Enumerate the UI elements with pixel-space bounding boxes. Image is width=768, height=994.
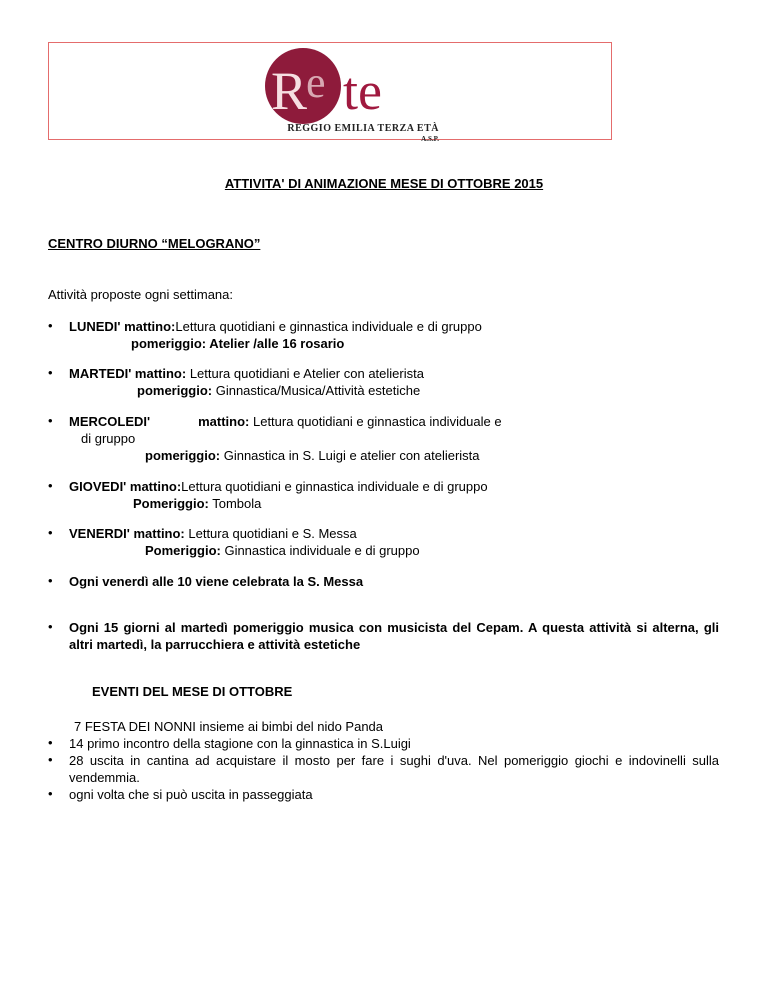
bullet-icon: • — [48, 413, 53, 428]
bullet-icon: • — [48, 752, 53, 767]
wednesday-morning-cont: di gruppo — [81, 431, 136, 446]
bullet-icon: • — [48, 318, 53, 333]
note-musica: Ogni 15 giorni al martedì pomeriggio musica con musicista del Cepam. A questa attività si alterna, gli altri martedì, la parrucchiera e attività estetiche — [69, 620, 719, 652]
thursday-day: GIOVEDI' mattino: — [69, 479, 182, 494]
logo-letters-te: te — [343, 61, 382, 121]
tuesday-day: MARTEDI' mattino: — [69, 366, 187, 381]
bullet-icon: • — [48, 365, 53, 380]
event-item: 28 uscita in cantina ad acquistare il mosto per fare i sughi d'uva. Nel pomeriggio giochi e indovinelli sulla vendemmia. — [69, 753, 719, 785]
thursday-afternoon-label: Pomeriggio: — [133, 496, 209, 511]
bullet-icon: • — [48, 619, 53, 634]
event-item: 7 FESTA DEI NONNI insieme ai bimbi del nido Panda — [74, 719, 384, 734]
event-item: 14 primo incontro della stagione con la ginnastica in S.Luigi — [69, 736, 411, 751]
wednesday-afternoon-label: pomeriggio: — [145, 448, 221, 463]
page-title: ATTIVITA' DI ANIMAZIONE MESE DI OTTOBRE 2015 — [224, 176, 544, 191]
thursday-morning: Lettura quotidiani e ginnastica individuale e di gruppo — [181, 479, 488, 494]
weekly-item-thursday — [69, 478, 488, 512]
friday-morning: Lettura quotidiani e S. Messa — [184, 526, 357, 541]
bullet-icon: • — [48, 525, 53, 540]
tuesday-morning: Lettura quotidiani e Atelier con atelierista — [186, 366, 424, 381]
rete-logo-mark — [259, 47, 439, 127]
bullet-icon: • — [48, 478, 53, 493]
friday-afternoon: Ginnastica individuale e di gruppo — [220, 543, 420, 558]
friday-afternoon-label: Pomeriggio: — [145, 543, 221, 558]
wednesday-afternoon: Ginnastica in S. Luigi e atelier con atelierista — [220, 448, 480, 463]
thursday-afternoon: Tombola — [208, 496, 262, 511]
friday-day: VENERDI' mattino: — [69, 526, 185, 541]
intro-text: Attività proposte ogni settimana: — [48, 287, 233, 302]
weekly-item-tuesday — [69, 365, 424, 399]
weekly-item-friday — [69, 525, 420, 559]
wednesday-morning-label: mattino: — [198, 414, 250, 429]
wednesday-day: MERCOLEDI' — [69, 414, 151, 429]
bullet-icon: • — [48, 573, 53, 588]
note-messa: Ogni venerdì alle 10 viene celebrata la S. Messa — [69, 574, 364, 589]
center-heading: CENTRO DIURNO “MELOGRANO” — [48, 236, 261, 251]
logo-letter-r: R — [271, 61, 308, 121]
event-item: ogni volta che si può uscita in passeggiata — [69, 787, 313, 802]
weekly-item-wednesday — [69, 413, 502, 464]
weekly-item-monday — [69, 318, 482, 352]
tuesday-afternoon-label: pomeriggio: — [137, 383, 213, 398]
wednesday-morning: Lettura quotidiani e ginnastica individuale e — [249, 414, 502, 429]
bullet-icon: • — [48, 735, 53, 750]
monday-morning: Lettura quotidiani e ginnastica individuale e di gruppo — [175, 319, 482, 334]
logo-asp: A.S.P. — [421, 135, 439, 143]
logo-subtitle: REGGIO EMILIA TERZA ETÀ — [287, 123, 439, 134]
tuesday-afternoon: Ginnastica/Musica/Attività estetiche — [212, 383, 421, 398]
events-heading: EVENTI DEL MESE DI OTTOBRE — [92, 684, 293, 699]
monday-afternoon: pomeriggio: Atelier /alle 16 rosario — [131, 336, 345, 351]
monday-day: LUNEDI' mattino: — [69, 319, 176, 334]
header-logo-box — [48, 42, 612, 143]
logo-letter-e: e — [306, 58, 326, 107]
bullet-icon: • — [48, 786, 53, 801]
